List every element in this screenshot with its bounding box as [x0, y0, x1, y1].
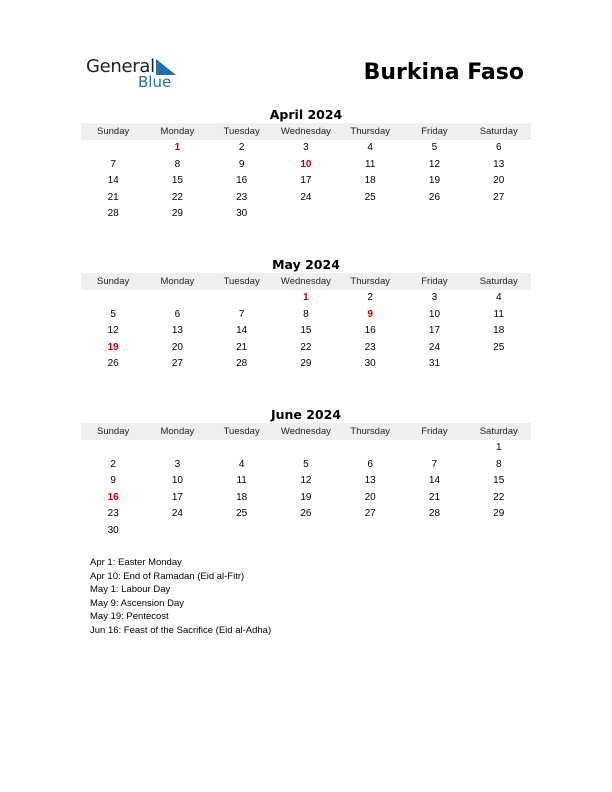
day-cell	[81, 440, 145, 457]
weekday-label: Wednesday	[280, 276, 331, 287]
day-cell: 17	[300, 175, 312, 187]
day-cell: 29	[493, 508, 505, 520]
day-cell: 18	[493, 325, 505, 337]
day-cell: 16	[236, 175, 248, 187]
day-cell: 18	[236, 491, 248, 503]
week-row	[81, 307, 531, 324]
day-cell	[467, 523, 531, 540]
day-cell: 30	[236, 208, 248, 220]
day-cell: 25	[493, 341, 505, 353]
weekday-label: Thursday	[350, 126, 390, 137]
holiday-note: Apr 1: Easter Monday	[90, 557, 182, 568]
day-cell: 22	[493, 491, 505, 503]
day-cell: 2	[110, 458, 116, 470]
day-cell	[402, 440, 466, 457]
day-cell: 16	[107, 491, 119, 503]
day-cell: 7	[110, 158, 116, 170]
day-cell: 28	[236, 358, 248, 370]
day-cell: 5	[110, 308, 116, 320]
day-cell	[402, 206, 466, 223]
day-cell: 20	[364, 491, 376, 503]
day-cell: 13	[171, 325, 183, 337]
day-cell: 5	[303, 458, 309, 470]
day-cell: 1	[495, 442, 502, 453]
day-cell: 23	[107, 508, 119, 520]
day-cell	[81, 290, 145, 307]
day-cell: 30	[364, 358, 376, 370]
weekday-label: Thursday	[350, 426, 390, 437]
day-cell: 26	[107, 358, 119, 370]
day-cell: 13	[493, 158, 505, 170]
day-cell: 25	[364, 191, 376, 203]
month-title: April 2024	[269, 107, 343, 122]
day-cell: 20	[171, 341, 183, 353]
month-title: June 2024	[270, 407, 342, 422]
day-cell: 18	[364, 175, 376, 187]
day-cell	[402, 523, 466, 540]
day-cell: 27	[493, 191, 505, 203]
day-cell: 25	[236, 508, 248, 520]
holiday-note: May 9: Ascension Day	[90, 597, 184, 609]
day-cell: 9	[110, 475, 116, 487]
week-row	[81, 206, 531, 223]
week-row	[81, 440, 531, 457]
week-row	[81, 157, 531, 174]
day-cell: 10	[428, 308, 441, 320]
day-cell: 11	[236, 475, 247, 487]
week-row	[81, 190, 531, 207]
day-cell: 21	[236, 341, 248, 353]
day-cell: 31	[428, 358, 441, 370]
day-cell: 29	[171, 208, 183, 220]
day-cell	[145, 290, 209, 307]
day-cell: 15	[171, 175, 183, 187]
day-cell	[145, 440, 209, 457]
day-cell: 7	[238, 308, 245, 320]
day-cell: 21	[428, 491, 441, 503]
day-cell: 14	[236, 325, 248, 337]
week-row	[81, 457, 531, 474]
day-cell: 9	[367, 308, 373, 320]
day-cell: 11	[365, 158, 376, 170]
day-cell: 20	[493, 175, 505, 187]
day-cell: 21	[107, 191, 119, 203]
day-cell: 3	[431, 292, 438, 303]
day-cell	[145, 523, 209, 540]
day-cell: 4	[238, 458, 245, 470]
day-cell: 24	[428, 341, 441, 353]
weekday-label: Wednesday	[280, 426, 331, 437]
day-cell: 23	[236, 191, 248, 203]
day-cell: 3	[174, 458, 181, 470]
day-cell: 6	[367, 458, 373, 470]
week-row	[81, 340, 531, 357]
day-cell: 27	[171, 358, 183, 370]
day-cell	[210, 523, 274, 540]
day-cell	[210, 440, 274, 457]
weekday-label: Saturday	[479, 126, 518, 137]
day-cell: 26	[428, 191, 441, 203]
week-row	[81, 523, 531, 540]
month-title: May 2024	[272, 257, 340, 272]
day-cell: 2	[367, 292, 373, 303]
month-may	[81, 256, 531, 373]
day-cell	[274, 206, 338, 223]
logo-general-text: General	[86, 56, 155, 77]
day-cell: 6	[495, 142, 502, 153]
weekday-label: Friday	[421, 126, 448, 137]
day-cell: 24	[300, 191, 312, 203]
day-cell: 8	[495, 458, 502, 470]
generalblue-logo	[86, 56, 186, 92]
holiday-note: May 1: Labour Day	[90, 584, 171, 596]
holiday-note: May 19: Pentecost	[90, 611, 169, 623]
day-cell	[338, 523, 402, 540]
day-cell: 24	[171, 508, 183, 520]
day-cell	[338, 206, 402, 223]
day-cell: 9	[238, 158, 245, 170]
day-cell: 27	[364, 508, 376, 520]
day-cell	[274, 523, 338, 540]
day-cell: 11	[493, 308, 504, 320]
holiday-notes	[90, 556, 271, 638]
weekday-label: Sunday	[97, 276, 130, 287]
weekday-label: Thursday	[350, 276, 390, 287]
weekday-label: Sunday	[97, 126, 130, 137]
week-row	[81, 506, 531, 523]
day-cell: 2	[238, 142, 245, 153]
weekday-label: Tuesday	[223, 126, 260, 137]
day-cell: 5	[431, 142, 438, 153]
weekday-label: Saturday	[479, 276, 518, 287]
weekday-header	[81, 273, 531, 290]
day-cell: 4	[495, 292, 502, 303]
day-cell: 12	[300, 475, 312, 487]
weekday-label: Wednesday	[280, 126, 331, 137]
week-row	[81, 173, 531, 190]
day-cell: 3	[303, 142, 309, 153]
weekday-header	[81, 123, 531, 140]
day-cell: 4	[367, 142, 373, 153]
weekday-label: Sunday	[97, 426, 130, 437]
day-cell	[467, 206, 531, 223]
day-cell: 12	[107, 325, 119, 337]
day-cell	[210, 290, 274, 307]
day-cell	[467, 356, 531, 373]
day-cell: 28	[428, 508, 441, 520]
day-cell	[274, 440, 338, 457]
day-cell: 26	[300, 508, 312, 520]
week-row	[81, 356, 531, 373]
day-cell: 19	[428, 175, 441, 187]
weekday-label: Tuesday	[223, 426, 260, 437]
day-cell: 19	[300, 491, 312, 503]
holiday-note: Jun 16: Feast of the Sacrifice (Eid al-Adha)	[90, 624, 272, 636]
weekday-label: Monday	[160, 126, 195, 137]
day-cell: 17	[428, 325, 441, 337]
week-row	[81, 290, 531, 307]
day-cell: 22	[171, 191, 183, 203]
week-row	[81, 140, 531, 157]
day-cell: 10	[171, 475, 183, 487]
month-june	[81, 406, 531, 540]
day-cell: 10	[300, 158, 312, 170]
day-cell: 23	[364, 341, 376, 353]
day-cell: 8	[174, 158, 181, 170]
week-row	[81, 490, 531, 507]
day-cell: 13	[364, 475, 376, 487]
weekday-label: Tuesday	[223, 276, 260, 287]
day-cell: 1	[303, 292, 309, 303]
day-cell: 15	[493, 475, 505, 487]
day-cell: 6	[174, 308, 181, 320]
day-cell: 1	[174, 142, 181, 153]
day-cell: 14	[428, 475, 441, 487]
logo-blue-text: Blue	[138, 73, 172, 91]
weekday-label: Monday	[160, 276, 195, 287]
day-cell: 29	[300, 358, 312, 370]
holiday-note: Apr 10: End of Ramadan (Eid al-Fitr)	[90, 570, 245, 582]
day-cell	[338, 440, 402, 457]
weekday-header	[81, 423, 531, 440]
day-cell: 30	[107, 524, 119, 536]
day-cell: 14	[107, 175, 119, 187]
day-cell: 8	[303, 308, 309, 320]
day-cell	[81, 140, 145, 157]
day-cell: 16	[364, 325, 376, 337]
weekday-label: Friday	[421, 276, 448, 287]
day-cell: 15	[300, 325, 312, 337]
day-cell: 7	[431, 458, 438, 470]
weekday-label: Monday	[160, 426, 195, 437]
day-cell: 12	[428, 158, 441, 170]
day-cell: 19	[107, 341, 119, 353]
day-cell: 28	[107, 208, 119, 220]
weekday-label: Saturday	[479, 426, 518, 437]
month-april	[81, 106, 531, 223]
week-row	[81, 473, 531, 490]
day-cell: 17	[171, 491, 183, 503]
week-row	[81, 323, 531, 340]
day-cell: 22	[300, 341, 312, 353]
country-title: Burkina Faso	[363, 60, 524, 85]
weekday-label: Friday	[421, 426, 448, 437]
